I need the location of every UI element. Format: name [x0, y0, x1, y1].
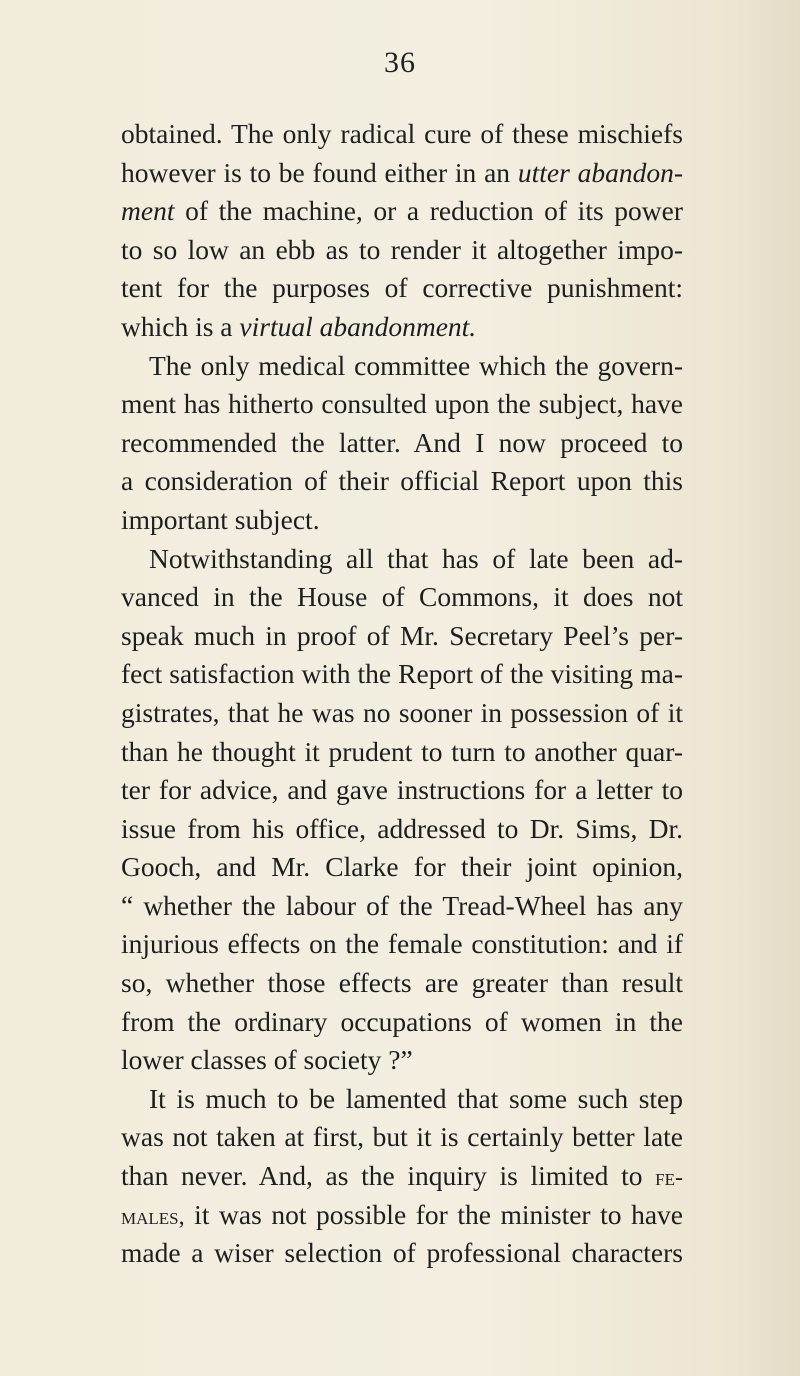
- text-run: gistrates, that he was no sooner in possession of it: [121, 696, 683, 728]
- text-run: so, whether those effects are greater than result: [121, 967, 683, 999]
- text-line: [121, 694, 683, 733]
- text-line: [121, 925, 683, 964]
- text-line: [121, 848, 683, 887]
- italic-text: ment: [121, 195, 175, 227]
- text-run: to so low an ebb as to render it altogether impo-: [121, 233, 683, 265]
- text-line: [121, 231, 683, 270]
- text-run: a consideration of their official Report upon this: [121, 465, 683, 497]
- text-run: It is much to be lamented that some such step: [149, 1082, 683, 1114]
- text-run: recommended the latter. And I now proceed to: [121, 426, 683, 458]
- text-line: [121, 964, 683, 1003]
- small-caps-text: males,: [121, 1203, 185, 1230]
- text-line: [121, 269, 683, 308]
- text-line: [121, 1080, 683, 1119]
- text-line: [121, 154, 683, 193]
- text-line: [121, 655, 683, 694]
- text-line: [121, 308, 683, 347]
- text-line: [121, 385, 683, 424]
- text-run: lower classes of society ?”: [121, 1044, 413, 1076]
- text-run: issue from his office, addressed to Dr. Sims, Dr.: [121, 812, 683, 844]
- page-number: 36: [384, 46, 416, 79]
- text-line: [121, 1157, 683, 1196]
- text-line: [121, 501, 683, 540]
- text-run: however is to be found either in an: [121, 156, 518, 188]
- text-line: [121, 1196, 683, 1235]
- text-line: [121, 1118, 683, 1157]
- text-run: ment has hitherto consulted upon the subject, have: [121, 388, 683, 420]
- italic-text: utter abandon-: [517, 156, 683, 188]
- text-line: [121, 540, 683, 579]
- text-run: ter for advice, and gave instructions for a letter to: [121, 774, 683, 806]
- text-run: Notwithstanding all that has of late been ad-: [149, 542, 683, 574]
- text-line: [121, 887, 683, 926]
- text-run: The only medical committee which the govern-: [149, 349, 683, 381]
- text-run: tent for the purposes of corrective punishment:: [121, 272, 683, 304]
- text-run: vanced in the House of Commons, it does not: [121, 581, 683, 613]
- text-run: “ whether the labour of the Tread-Wheel has any: [121, 889, 683, 921]
- text-run: which is a: [121, 310, 240, 342]
- italic-text: virtual abandonment.: [239, 310, 477, 342]
- text-line: [121, 115, 683, 154]
- text-run: important subject.: [121, 503, 320, 535]
- body-text: [121, 115, 683, 1273]
- text-run: of the machine, or a reduction of its power: [174, 195, 683, 227]
- text-line: [121, 578, 683, 617]
- text-run: than he thought it prudent to turn to another quar-: [121, 735, 683, 767]
- text-run: was not taken at first, but it is certainly better late: [121, 1121, 683, 1153]
- text-line: [121, 733, 683, 772]
- text-run: than never. And, as the inquiry is limited to: [121, 1160, 656, 1192]
- text-line: [121, 1041, 683, 1080]
- text-run: made a wiser selection of professional characters: [121, 1237, 683, 1269]
- text-line: [121, 810, 683, 849]
- text-line: [121, 771, 683, 810]
- text-run: speak much in proof of Mr. Secretary Peel’s per-: [121, 619, 683, 651]
- text-line: [121, 1234, 683, 1273]
- small-caps-text: fe-: [655, 1165, 683, 1192]
- text-line: [121, 192, 683, 231]
- text-line: [121, 462, 683, 501]
- text-line: [121, 347, 683, 386]
- text-line: [121, 424, 683, 463]
- text-line: [121, 617, 683, 656]
- text-run: Gooch, and Mr. Clarke for their joint opinion,: [121, 851, 683, 883]
- text-run: injurious effects on the female constitution: and if: [121, 928, 683, 960]
- text-run: fect satisfaction with the Report of the visiting ma-: [121, 658, 683, 690]
- text-run: from the ordinary occupations of women in the: [121, 1005, 683, 1037]
- text-run: it was not possible for the minister to have: [184, 1198, 683, 1230]
- text-run: obtained. The only radical cure of these mischiefs: [121, 118, 683, 149]
- text-line: [121, 1003, 683, 1042]
